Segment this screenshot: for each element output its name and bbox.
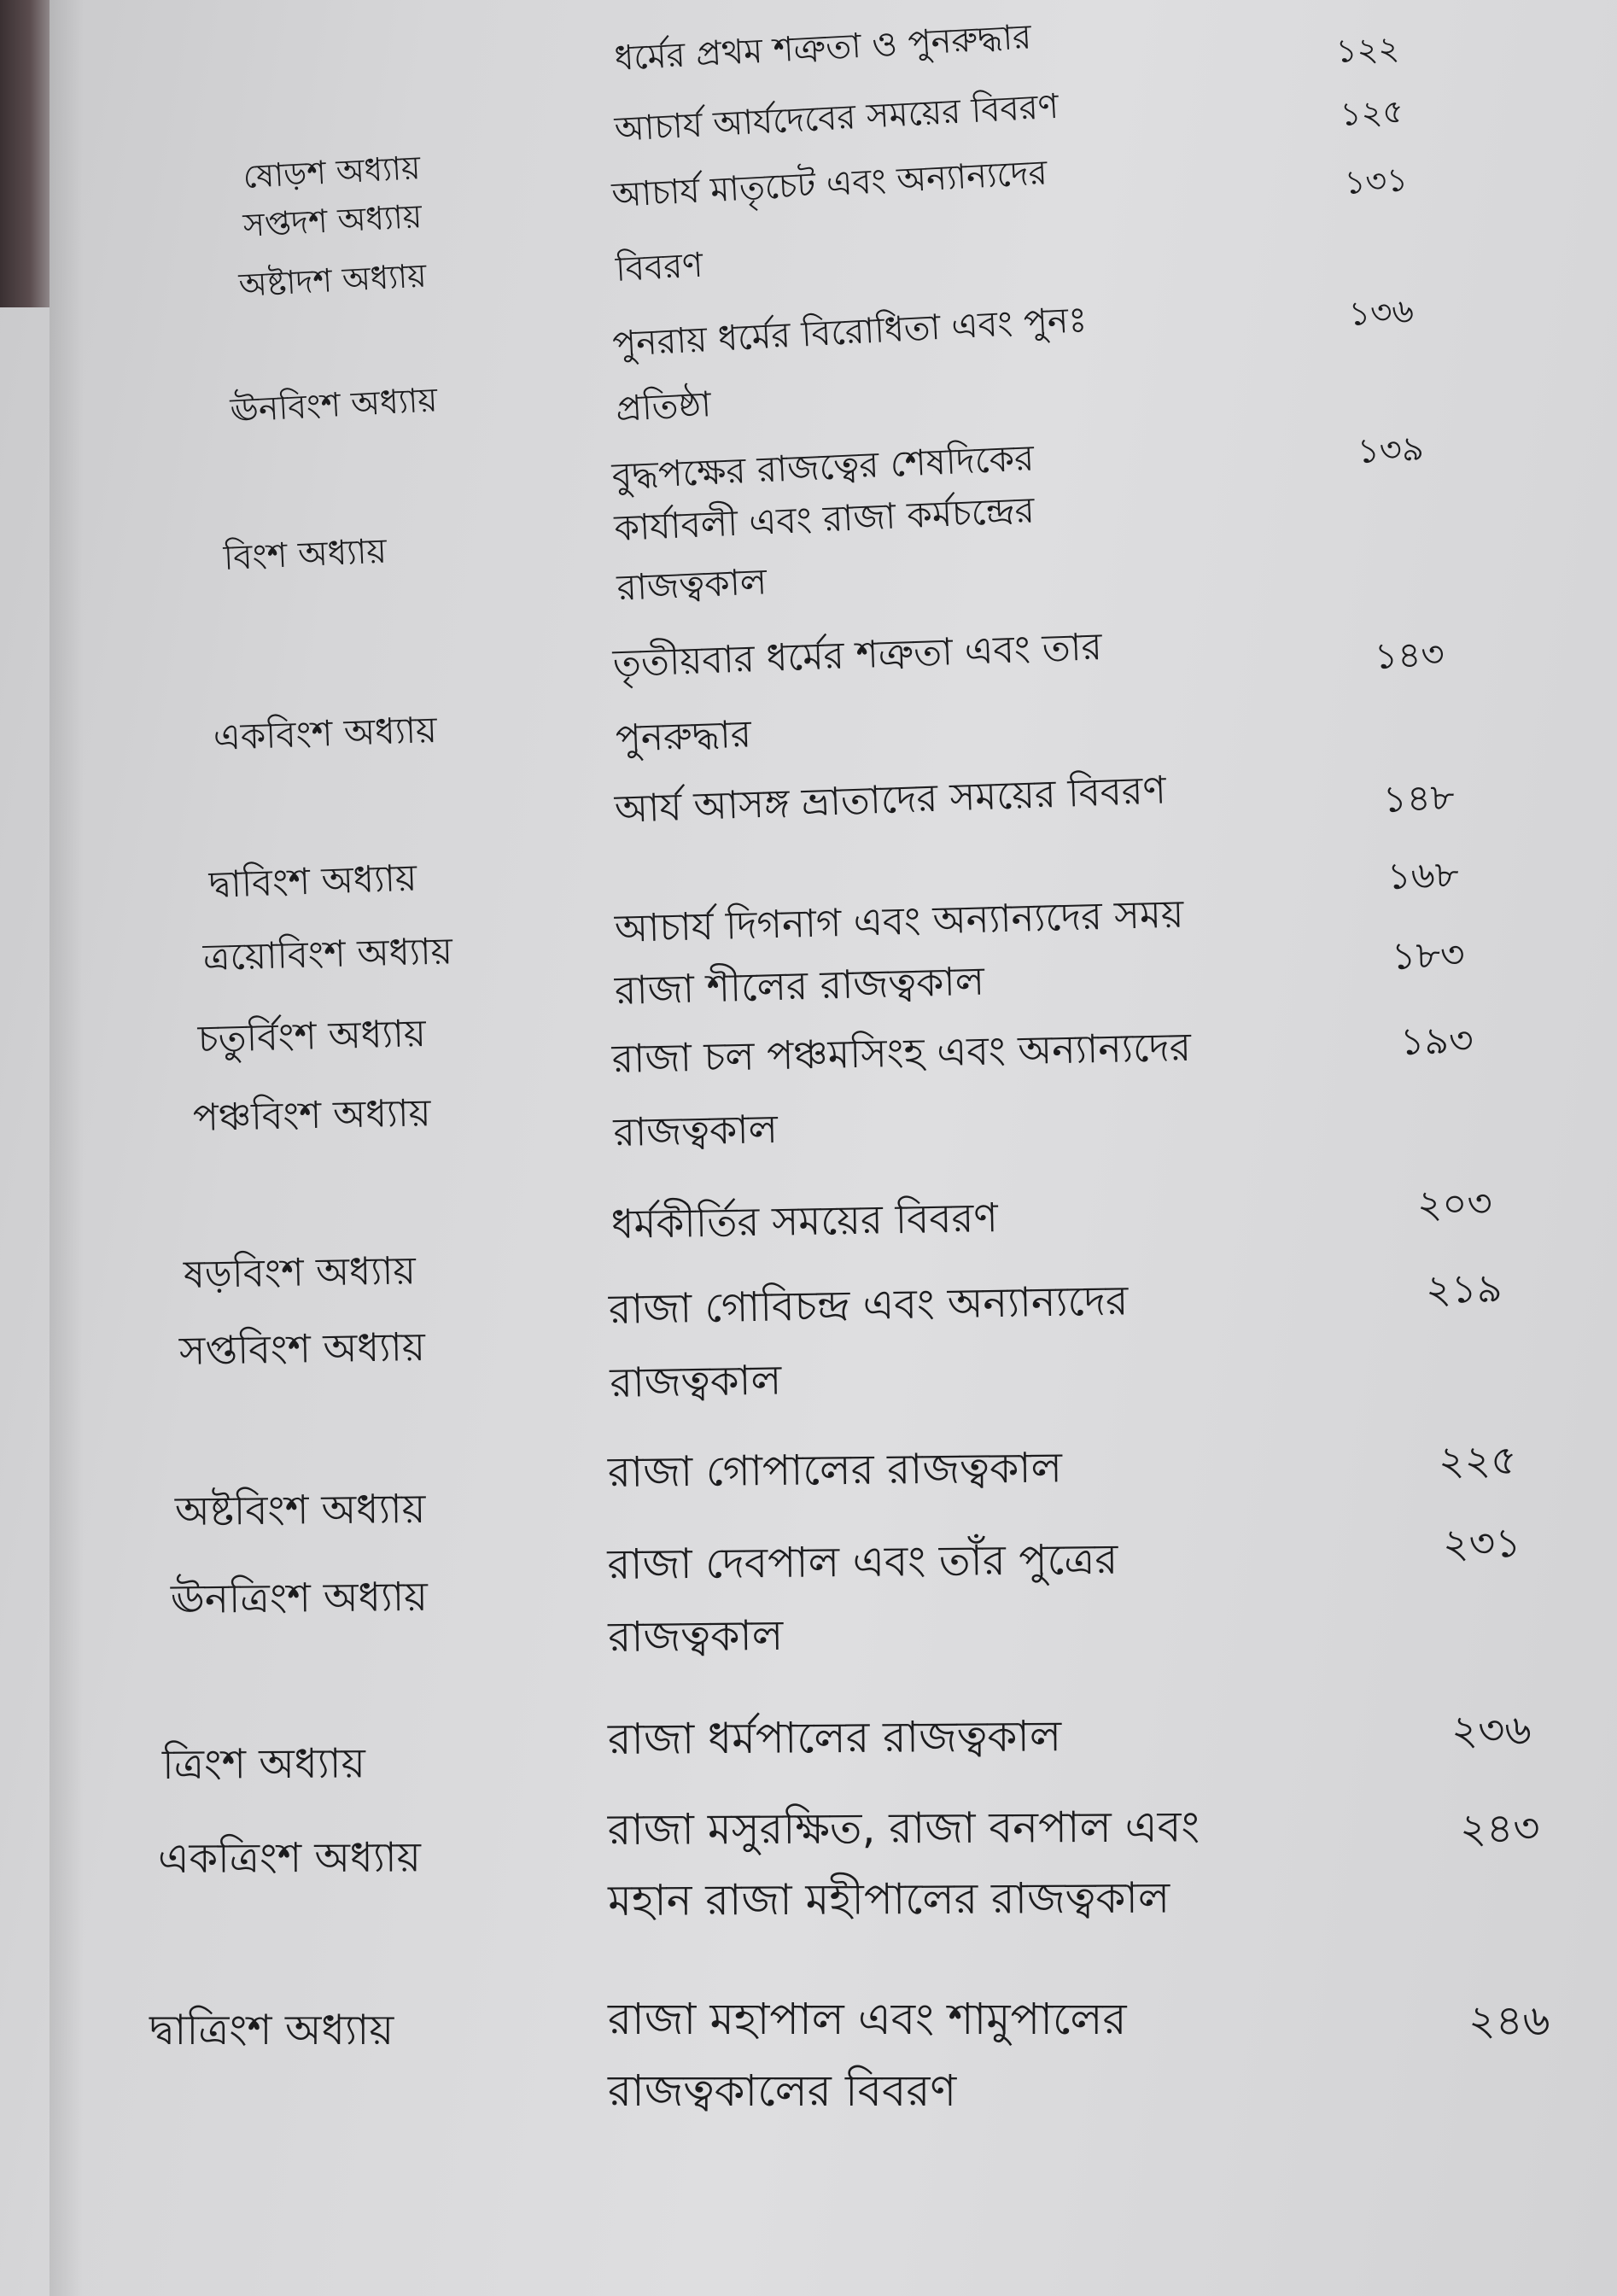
- chapter-title-line: রাজা ধর্মপালের রাজত্বকাল: [607, 1711, 1062, 1765]
- chapter-label: অষ্টবিংশ অধ্যায়: [174, 1486, 426, 1536]
- page-number: ১৩৬: [1347, 291, 1415, 334]
- chapter-label: পঞ্চবিংশ অধ্যায়: [192, 1091, 431, 1141]
- chapter-title-line: আচার্য দিগনাগ এবং অন্যান্যদের সময়: [614, 891, 1185, 951]
- chapter-title-line: কার্যাবলী এবং রাজা কর্মচন্দ্রের: [613, 488, 1036, 549]
- chapter-label: দ্বাবিংশ অধ্যায়: [208, 856, 418, 907]
- page-number: ২০৩: [1416, 1179, 1493, 1227]
- chapter-title: [610, 1194, 998, 1250]
- chapter-title: [610, 153, 1054, 324]
- page-number: ১২৫: [1339, 92, 1404, 134]
- chapter-title-line: রাজা মসুরক্ষিত, রাজা বনপাল এবং: [607, 1802, 1200, 1855]
- chapter-title-line: রাজা গোপালের রাজত্বকাল: [607, 1443, 1063, 1498]
- chapter-label: ষোড়শ অধ্যায়: [242, 149, 422, 196]
- chapter-title: [612, 624, 1106, 790]
- page-number: ১৪৩: [1374, 632, 1445, 677]
- chapter-title-line: পুনরুদ্ধার: [615, 711, 752, 761]
- chapter-title-line: ধর্মকীর্তির সময়ের বিবরণ: [610, 1194, 999, 1248]
- chapter-title-line: রাজা চল পঞ্চমসিংহ এবং অন্যান্যদের: [611, 1024, 1192, 1083]
- chapter-title-line: বুদ্ধপক্ষের রাজত্বের শেষদিকের: [610, 436, 1036, 498]
- chapter-label: ত্রিংশ অধ্যায়: [161, 1739, 366, 1790]
- chapter-title: [614, 17, 1033, 81]
- chapter-title-line: রাজত্বকালের বিবরণ: [608, 2066, 957, 2118]
- chapter-title: [614, 957, 984, 1016]
- chapter-title: [614, 86, 1060, 152]
- chapter-title: [611, 1023, 1194, 1182]
- chapter-title: [611, 436, 1041, 618]
- chapter-label: দ্বাত্রিংশ অধ্যায়: [149, 2005, 394, 2054]
- page-number: ১৩১: [1343, 161, 1409, 202]
- chapter-title-line: রাজত্বকাল: [610, 1356, 782, 1407]
- chapter-title-line: রাজা শীলের রাজত্বকাল: [614, 957, 985, 1014]
- page-number: ১৮৩: [1391, 932, 1466, 979]
- chapter-title-line: পুনরায় ধর্মের বিরোধিতা এবং পুনঃ: [611, 298, 1089, 365]
- chapter-title-line: তৃতীয়বার ধর্মের শত্রুতা এবং তার: [611, 624, 1103, 686]
- page-number: ২১৯: [1425, 1265, 1503, 1312]
- chapter-title: [607, 1534, 1119, 1685]
- chapter-label: বিংশ অধ্যায়: [222, 531, 388, 578]
- chapter-title: [608, 1710, 1062, 1767]
- chapter-label: চতুর্বিংশ অধ্যায়: [197, 1012, 427, 1062]
- chapter-label: একত্রিংশ অধ্যায়: [157, 1833, 422, 1884]
- page-number: ১৩৯: [1356, 429, 1425, 471]
- chapter-label: ঊনবিংশ অধ্যায়: [229, 381, 439, 430]
- chapter-label: সপ্তদশ অধ্যায়: [242, 197, 423, 245]
- chapter-title-line: ধর্মের প্রথম শত্রুতা ও পুনরুদ্ধার: [613, 17, 1033, 79]
- chapter-title-line: রাজা দেবপাল এবং তাঁর পুত্রের: [607, 1534, 1118, 1590]
- chapter-title-line: বিবরণ: [615, 246, 704, 290]
- page-number: ২৩১: [1442, 1520, 1521, 1569]
- chapter-label: সপ্তবিংশ অধ্যায়: [178, 1323, 426, 1374]
- page-number: ১২২: [1334, 29, 1400, 71]
- chapter-label: অষ্টাদশ অধ্যায়: [237, 256, 428, 305]
- page-number: ২৪৬: [1468, 1995, 1550, 2045]
- chapter-title: [608, 1993, 1127, 2137]
- chapter-title: [614, 890, 1184, 952]
- chapter-label: ঊনত্রিংশ অধ্যায়: [170, 1573, 429, 1624]
- chapter-title: [608, 1442, 1063, 1499]
- chapter-title-line: প্রতিষ্ঠা: [615, 383, 713, 429]
- page-number: ২৪৩: [1459, 1804, 1540, 1854]
- chapter-title-line: আচার্য আর্যদেবের সময়ের বিবরণ: [613, 87, 1060, 150]
- page-number: ১৪৮: [1382, 775, 1456, 821]
- chapter-title-line: মহান রাজা মহীপালের রাজত্বকাল: [608, 1873, 1170, 1926]
- chapter-title-line: রাজা গোবিচন্দ্র এবং অন্যান্যদের: [608, 1277, 1129, 1334]
- chapter-title-line: রাজত্বকাল: [613, 1106, 779, 1156]
- chapter-label: একবিংশ অধ্যায়: [213, 708, 438, 758]
- chapter-title: [609, 1276, 1130, 1429]
- page-number: ২৩৬: [1451, 1706, 1532, 1756]
- page-number: ১৯৩: [1399, 1019, 1474, 1065]
- chapter-title-line: রাজা মহাপাল এবং শামুপালের: [608, 1994, 1127, 2045]
- chapter-label: ত্রয়োবিংশ অধ্যায়: [202, 930, 453, 979]
- chapter-title: [611, 298, 1093, 452]
- chapter-title-line: আর্য আসঙ্গ ভ্রাতাদের সময়ের বিবরণ: [614, 767, 1167, 832]
- chapter-title-line: আচার্য মাতৃচেট এবং অন্যান্যদের: [610, 153, 1048, 216]
- chapter-title: [608, 1801, 1200, 1947]
- chapter-title-line: রাজত্বকাল: [616, 560, 768, 609]
- chapter-label: ষড়বিংশ অধ্যায়: [183, 1247, 417, 1297]
- page-number: ২২৫: [1438, 1437, 1517, 1486]
- chapter-title-line: রাজত্বকাল: [608, 1611, 784, 1662]
- page-number: ১৬৮: [1386, 853, 1460, 898]
